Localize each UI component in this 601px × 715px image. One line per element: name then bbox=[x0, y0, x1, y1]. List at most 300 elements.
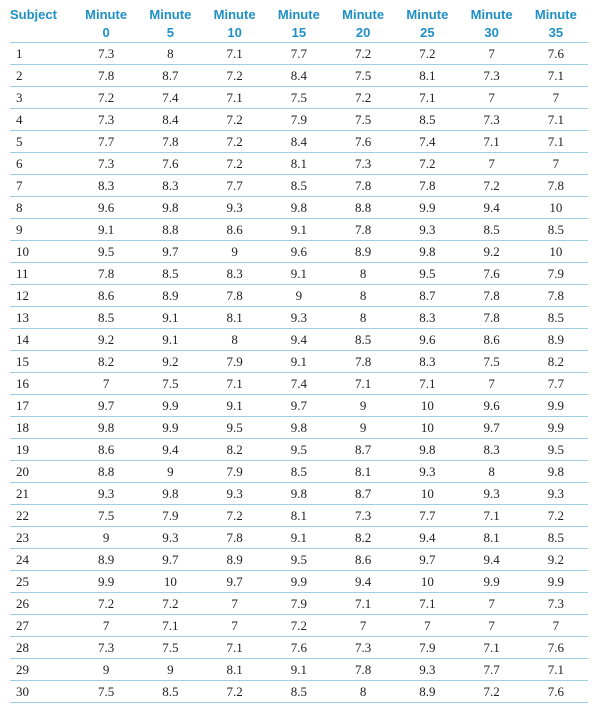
value-cell: 7.1 bbox=[419, 596, 436, 611]
value-cell: 7 bbox=[424, 618, 431, 633]
value-cell: 10 bbox=[420, 486, 434, 501]
value-cell: 7.2 bbox=[226, 156, 243, 171]
value-cell: 7.9 bbox=[162, 508, 179, 523]
value-cell: 9.9 bbox=[483, 574, 500, 589]
value-cell: 9.8 bbox=[290, 200, 307, 215]
column-header-label: Minute bbox=[534, 7, 577, 22]
value-cell: 7.6 bbox=[483, 266, 500, 281]
value-cell: 9.2 bbox=[162, 354, 179, 369]
value-cell: 8.6 bbox=[355, 552, 372, 567]
value-cell: 8 bbox=[359, 684, 367, 699]
value-cell: 9.6 bbox=[483, 398, 500, 413]
value-cell: 7 bbox=[231, 596, 238, 611]
value-cell: 8.4 bbox=[290, 68, 307, 83]
column-header-minute-value: 20 bbox=[355, 25, 371, 40]
column-header-minute-value: 30 bbox=[484, 25, 499, 40]
value-cell: 7.3 bbox=[98, 640, 115, 655]
value-cell: 9.1 bbox=[162, 332, 179, 347]
value-cell: 7.7 bbox=[226, 178, 243, 193]
value-cell: 7.2 bbox=[290, 618, 307, 633]
value-cell: 9.2 bbox=[547, 552, 564, 567]
value-cell: 7.8 bbox=[226, 288, 243, 303]
value-cell: 8.4 bbox=[162, 112, 179, 127]
value-cell: 8.5 bbox=[547, 530, 564, 545]
table-row bbox=[10, 285, 588, 307]
table-row bbox=[10, 65, 588, 87]
value-cell: 9.7 bbox=[419, 552, 436, 567]
value-cell: 7 bbox=[488, 90, 495, 105]
value-cell: 7.5 bbox=[483, 354, 500, 369]
table-row bbox=[10, 175, 588, 197]
table-row bbox=[10, 263, 588, 285]
value-cell: 9.1 bbox=[290, 662, 307, 677]
value-cell: 7.5 bbox=[162, 640, 179, 655]
value-cell: 9.5 bbox=[226, 420, 243, 435]
value-cell: 7.1 bbox=[547, 68, 564, 83]
value-cell: 8.5 bbox=[290, 464, 307, 479]
table-row bbox=[10, 109, 588, 131]
value-cell: 7 bbox=[552, 618, 560, 633]
header-row bbox=[10, 6, 588, 43]
table-row bbox=[10, 593, 588, 615]
value-cell: 9.4 bbox=[355, 574, 372, 589]
column-header-minute bbox=[460, 6, 524, 43]
column-header-minute bbox=[331, 6, 395, 43]
value-cell: 7.2 bbox=[226, 508, 243, 523]
value-cell: 7.9 bbox=[226, 354, 243, 369]
value-cell: 9.4 bbox=[483, 200, 500, 215]
value-cell: 7.2 bbox=[162, 596, 179, 611]
value-cell: 7.5 bbox=[98, 508, 115, 523]
value-cell: 7.2 bbox=[483, 684, 500, 699]
value-cell: 7.8 bbox=[355, 178, 372, 193]
table-row bbox=[10, 417, 588, 439]
value-cell: 7.2 bbox=[226, 112, 243, 127]
value-cell: 9 bbox=[102, 530, 110, 545]
value-cell: 9 bbox=[295, 288, 303, 303]
value-cell: 8.8 bbox=[355, 200, 372, 215]
value-cell: 9.3 bbox=[290, 310, 307, 325]
value-cell: 8.5 bbox=[98, 310, 115, 325]
value-cell: 7.7 bbox=[547, 376, 564, 391]
value-cell: 9.8 bbox=[419, 442, 436, 457]
value-cell: 8.3 bbox=[162, 178, 179, 193]
subject-cell: 10 bbox=[16, 244, 29, 259]
value-cell: 9.5 bbox=[290, 552, 307, 567]
value-cell: 8.9 bbox=[98, 552, 115, 567]
subject-cell: 15 bbox=[16, 354, 29, 369]
column-header-minute-value: 0 bbox=[102, 25, 110, 40]
value-cell: 9.1 bbox=[290, 266, 307, 281]
value-cell: 7.6 bbox=[290, 640, 307, 655]
value-cell: 7.2 bbox=[226, 68, 243, 83]
table-row bbox=[10, 439, 588, 461]
subject-cell: 16 bbox=[16, 376, 29, 391]
value-cell: 9.4 bbox=[419, 530, 436, 545]
value-cell: 7.3 bbox=[483, 112, 500, 127]
value-cell: 7 bbox=[359, 618, 367, 633]
value-cell: 8 bbox=[488, 464, 495, 479]
value-cell: 8.1 bbox=[290, 156, 307, 171]
value-cell: 8.1 bbox=[355, 464, 372, 479]
value-cell: 9.4 bbox=[290, 332, 307, 347]
column-header-minute-value: 15 bbox=[291, 25, 307, 40]
value-cell: 8.3 bbox=[226, 266, 243, 281]
value-cell: 7.2 bbox=[355, 46, 372, 61]
column-header-minute bbox=[395, 6, 459, 43]
value-cell: 7.8 bbox=[547, 178, 564, 193]
subject-cell: 28 bbox=[16, 640, 29, 655]
value-cell: 9 bbox=[359, 398, 367, 413]
value-cell: 7.8 bbox=[483, 288, 500, 303]
table-row bbox=[10, 395, 588, 417]
value-cell: 7.5 bbox=[355, 68, 372, 83]
value-cell: 8.7 bbox=[162, 68, 179, 83]
value-cell: 7.2 bbox=[483, 178, 500, 193]
value-cell: 7.8 bbox=[162, 134, 179, 149]
value-cell: 7.8 bbox=[355, 662, 372, 677]
column-header-minute bbox=[138, 6, 202, 43]
column-header-label: Minute bbox=[470, 7, 513, 22]
subject-cell: 9 bbox=[16, 222, 23, 237]
table-row bbox=[10, 505, 588, 527]
subject-cell: 20 bbox=[16, 464, 29, 479]
value-cell: 10 bbox=[549, 200, 563, 215]
column-header-minute-value: 35 bbox=[548, 25, 564, 40]
value-cell: 7.5 bbox=[355, 112, 372, 127]
value-cell: 7.3 bbox=[355, 640, 372, 655]
value-cell: 7.8 bbox=[355, 222, 372, 237]
value-cell: 8.5 bbox=[162, 684, 179, 699]
value-cell: 8.3 bbox=[419, 310, 436, 325]
value-cell: 9.3 bbox=[419, 222, 436, 237]
value-cell: 8 bbox=[167, 46, 174, 61]
value-cell: 7.1 bbox=[483, 134, 500, 149]
value-cell: 7.2 bbox=[98, 596, 115, 611]
value-cell: 9.1 bbox=[290, 530, 307, 545]
table-row bbox=[10, 131, 588, 153]
table-row bbox=[10, 637, 588, 659]
column-header-minute bbox=[203, 6, 267, 43]
value-cell: 9.3 bbox=[547, 486, 564, 501]
value-cell: 9.9 bbox=[547, 398, 564, 413]
value-cell: 8.3 bbox=[98, 178, 115, 193]
column-header-minute-value: 5 bbox=[166, 25, 174, 40]
column-header-minute bbox=[524, 6, 588, 43]
value-cell: 8.7 bbox=[355, 442, 372, 457]
subject-cell: 19 bbox=[16, 442, 29, 457]
subject-cell: 1 bbox=[16, 46, 23, 61]
table-row bbox=[10, 87, 588, 109]
value-cell: 8.2 bbox=[355, 530, 372, 545]
value-cell: 8.1 bbox=[226, 662, 243, 677]
value-cell: 9.7 bbox=[226, 574, 243, 589]
value-cell: 8.1 bbox=[483, 530, 500, 545]
column-header-minute-value: 25 bbox=[420, 25, 435, 40]
subject-cell: 29 bbox=[16, 662, 29, 677]
table-row bbox=[10, 351, 588, 373]
value-cell: 8.3 bbox=[419, 354, 436, 369]
value-cell: 7 bbox=[102, 618, 110, 633]
value-cell: 8.5 bbox=[483, 222, 500, 237]
value-cell: 9.3 bbox=[226, 486, 243, 501]
value-cell: 9.9 bbox=[162, 420, 179, 435]
value-cell: 9.1 bbox=[162, 310, 179, 325]
value-cell: 7.9 bbox=[290, 112, 307, 127]
value-cell: 9.1 bbox=[226, 398, 243, 413]
value-cell: 7.7 bbox=[419, 508, 436, 523]
value-cell: 9.9 bbox=[162, 398, 179, 413]
value-cell: 8.5 bbox=[547, 310, 564, 325]
value-cell: 7.4 bbox=[162, 90, 179, 105]
column-header-label: Minute bbox=[277, 7, 320, 22]
value-cell: 9.6 bbox=[98, 200, 115, 215]
table-row bbox=[10, 615, 588, 637]
value-cell: 9.5 bbox=[98, 244, 115, 259]
column-header-label: Minute bbox=[213, 7, 256, 22]
value-cell: 7.3 bbox=[355, 156, 372, 171]
value-cell: 7.4 bbox=[419, 134, 436, 149]
table-row bbox=[10, 43, 588, 65]
value-cell: 7.1 bbox=[355, 376, 372, 391]
subject-cell: 23 bbox=[16, 530, 29, 545]
value-cell: 7.1 bbox=[226, 46, 243, 61]
value-cell: 7 bbox=[488, 156, 495, 171]
value-cell: 9.3 bbox=[98, 486, 115, 501]
value-cell: 7.6 bbox=[547, 684, 564, 699]
value-cell: 7.9 bbox=[419, 640, 436, 655]
value-cell: 8.6 bbox=[226, 222, 243, 237]
subject-cell: 26 bbox=[16, 596, 29, 611]
value-cell: 8.5 bbox=[290, 684, 307, 699]
value-cell: 8.5 bbox=[290, 178, 307, 193]
value-cell: 9.3 bbox=[226, 200, 243, 215]
value-cell: 9.8 bbox=[162, 486, 179, 501]
value-cell: 9.6 bbox=[419, 332, 436, 347]
value-cell: 9.8 bbox=[419, 244, 436, 259]
value-cell: 8 bbox=[359, 288, 367, 303]
value-cell: 7.5 bbox=[98, 684, 115, 699]
value-cell: 9.7 bbox=[162, 552, 179, 567]
table-row bbox=[10, 571, 588, 593]
value-cell: 7.9 bbox=[547, 266, 564, 281]
value-cell: 9.7 bbox=[290, 398, 307, 413]
value-cell: 9.1 bbox=[290, 222, 307, 237]
column-header-label: Minute bbox=[85, 7, 128, 22]
value-cell: 8.1 bbox=[419, 68, 436, 83]
value-cell: 8 bbox=[231, 332, 238, 347]
subject-cell: 21 bbox=[16, 486, 29, 501]
value-cell: 7 bbox=[488, 376, 495, 391]
value-cell: 9.3 bbox=[483, 486, 500, 501]
column-header-minute-value: 10 bbox=[227, 25, 242, 40]
value-cell: 7.8 bbox=[419, 178, 436, 193]
value-cell: 7.1 bbox=[547, 134, 564, 149]
value-cell: 8.7 bbox=[355, 486, 372, 501]
value-cell: 8.4 bbox=[290, 134, 307, 149]
value-cell: 7.2 bbox=[419, 156, 436, 171]
subject-cell: 17 bbox=[16, 398, 29, 413]
value-cell: 10 bbox=[163, 574, 177, 589]
value-cell: 9.9 bbox=[547, 574, 564, 589]
value-cell: 7.6 bbox=[162, 156, 179, 171]
value-cell: 9 bbox=[359, 420, 367, 435]
subject-cell: 3 bbox=[16, 90, 23, 105]
value-cell: 8.9 bbox=[355, 244, 372, 259]
value-cell: 8.6 bbox=[98, 288, 115, 303]
table-row bbox=[10, 373, 588, 395]
subject-cell: 30 bbox=[16, 684, 29, 699]
value-cell: 9 bbox=[231, 244, 238, 259]
subject-cell: 14 bbox=[16, 332, 29, 347]
value-cell: 7.1 bbox=[355, 596, 372, 611]
value-cell: 7.1 bbox=[226, 640, 243, 655]
subject-cell: 22 bbox=[16, 508, 29, 523]
value-cell: 7.2 bbox=[547, 508, 564, 523]
value-cell: 9.4 bbox=[483, 552, 500, 567]
value-cell: 7.8 bbox=[547, 288, 564, 303]
value-cell: 8 bbox=[359, 266, 367, 281]
table-header bbox=[10, 6, 588, 43]
value-cell: 9.1 bbox=[290, 354, 307, 369]
value-cell: 9.2 bbox=[98, 332, 115, 347]
value-cell: 7.1 bbox=[483, 640, 500, 655]
subject-cell: 18 bbox=[16, 420, 29, 435]
value-cell: 8 bbox=[359, 310, 367, 325]
value-cell: 7.3 bbox=[98, 112, 115, 127]
subject-cell: 4 bbox=[16, 112, 23, 127]
value-cell: 9.8 bbox=[162, 200, 179, 215]
value-cell: 9.9 bbox=[290, 574, 307, 589]
subject-cell: 7 bbox=[16, 178, 23, 193]
column-header-label: Minute bbox=[406, 7, 449, 22]
subject-cell: 11 bbox=[16, 266, 29, 281]
value-cell: 7.3 bbox=[355, 508, 372, 523]
value-cell: 8.1 bbox=[226, 310, 243, 325]
value-cell: 7.1 bbox=[547, 662, 564, 677]
column-header-subject: Subject bbox=[10, 7, 57, 22]
table-row bbox=[10, 549, 588, 571]
value-cell: 7.1 bbox=[419, 90, 436, 105]
value-cell: 7.1 bbox=[226, 376, 243, 391]
value-cell: 7.1 bbox=[419, 376, 436, 391]
value-cell: 9.7 bbox=[162, 244, 179, 259]
value-cell: 9.9 bbox=[419, 200, 436, 215]
column-header-minute bbox=[267, 6, 331, 43]
value-cell: 9.7 bbox=[483, 420, 500, 435]
value-cell: 8.5 bbox=[547, 222, 564, 237]
table-row bbox=[10, 681, 588, 703]
value-cell: 7.3 bbox=[98, 46, 115, 61]
value-cell: 8.2 bbox=[98, 354, 115, 369]
subject-cell: 25 bbox=[16, 574, 29, 589]
value-cell: 10 bbox=[549, 244, 563, 259]
value-cell: 9 bbox=[102, 662, 110, 677]
value-cell: 7.7 bbox=[290, 46, 307, 61]
value-cell: 9 bbox=[167, 662, 174, 677]
value-cell: 7.9 bbox=[226, 464, 243, 479]
value-cell: 7.8 bbox=[98, 266, 115, 281]
table-row bbox=[10, 483, 588, 505]
subject-cell: 8 bbox=[16, 200, 23, 215]
value-cell: 7 bbox=[231, 618, 238, 633]
value-cell: 8.9 bbox=[419, 684, 436, 699]
value-cell: 7.6 bbox=[547, 46, 564, 61]
value-cell: 7.5 bbox=[162, 376, 179, 391]
value-cell: 7.1 bbox=[547, 112, 564, 127]
subject-cell: 24 bbox=[16, 552, 29, 567]
value-cell: 7.4 bbox=[290, 376, 307, 391]
value-cell: 7.1 bbox=[162, 618, 179, 633]
value-cell: 8.1 bbox=[290, 508, 307, 523]
value-cell: 7 bbox=[102, 376, 110, 391]
subject-cell: 12 bbox=[16, 288, 29, 303]
value-cell: 8.2 bbox=[226, 442, 243, 457]
subject-cell: 6 bbox=[16, 156, 23, 171]
value-cell: 10 bbox=[420, 420, 434, 435]
value-cell: 9.2 bbox=[483, 244, 500, 259]
subject-cell: 5 bbox=[16, 134, 23, 149]
table-row bbox=[10, 153, 588, 175]
table-row bbox=[10, 461, 588, 483]
value-cell: 9.1 bbox=[98, 222, 115, 237]
value-cell: 7.6 bbox=[355, 134, 372, 149]
value-cell: 9.3 bbox=[419, 464, 436, 479]
value-cell: 9.8 bbox=[547, 464, 564, 479]
value-cell: 7.2 bbox=[226, 684, 243, 699]
value-cell: 9.5 bbox=[419, 266, 436, 281]
column-header-minute bbox=[74, 6, 138, 43]
value-cell: 9.5 bbox=[547, 442, 564, 457]
value-cell: 8.3 bbox=[483, 442, 500, 457]
value-cell: 7.3 bbox=[547, 596, 564, 611]
value-cell: 7 bbox=[488, 46, 495, 61]
value-cell: 9.6 bbox=[290, 244, 307, 259]
value-cell: 7.8 bbox=[98, 68, 115, 83]
value-cell: 7.2 bbox=[355, 90, 372, 105]
value-cell: 8.5 bbox=[419, 112, 436, 127]
value-cell: 8.8 bbox=[98, 464, 115, 479]
value-cell: 9 bbox=[167, 464, 174, 479]
table-row bbox=[10, 329, 588, 351]
table-row bbox=[10, 219, 588, 241]
value-cell: 9.8 bbox=[98, 420, 115, 435]
value-cell: 8.9 bbox=[226, 552, 243, 567]
value-cell: 9.3 bbox=[162, 530, 179, 545]
value-cell: 7 bbox=[488, 618, 495, 633]
value-cell: 9.9 bbox=[98, 574, 115, 589]
value-cell: 7.1 bbox=[226, 90, 243, 105]
value-cell: 7.9 bbox=[290, 596, 307, 611]
value-cell: 7.2 bbox=[226, 134, 243, 149]
column-header-label: Minute bbox=[342, 7, 385, 22]
value-cell: 9.9 bbox=[547, 420, 564, 435]
value-cell: 8.5 bbox=[162, 266, 179, 281]
subject-cell: 27 bbox=[16, 618, 29, 633]
value-cell: 9.4 bbox=[162, 442, 179, 457]
value-cell: 7.6 bbox=[547, 640, 564, 655]
value-cell: 8.9 bbox=[547, 332, 564, 347]
value-cell: 7.2 bbox=[419, 46, 436, 61]
value-cell: 9.8 bbox=[290, 420, 307, 435]
subject-cell: 2 bbox=[16, 68, 23, 83]
value-cell: 8.2 bbox=[547, 354, 564, 369]
value-cell: 7.8 bbox=[483, 310, 500, 325]
subject-cell: 13 bbox=[16, 310, 29, 325]
value-cell: 9.5 bbox=[290, 442, 307, 457]
table-body bbox=[10, 43, 588, 703]
value-cell: 7.1 bbox=[483, 508, 500, 523]
